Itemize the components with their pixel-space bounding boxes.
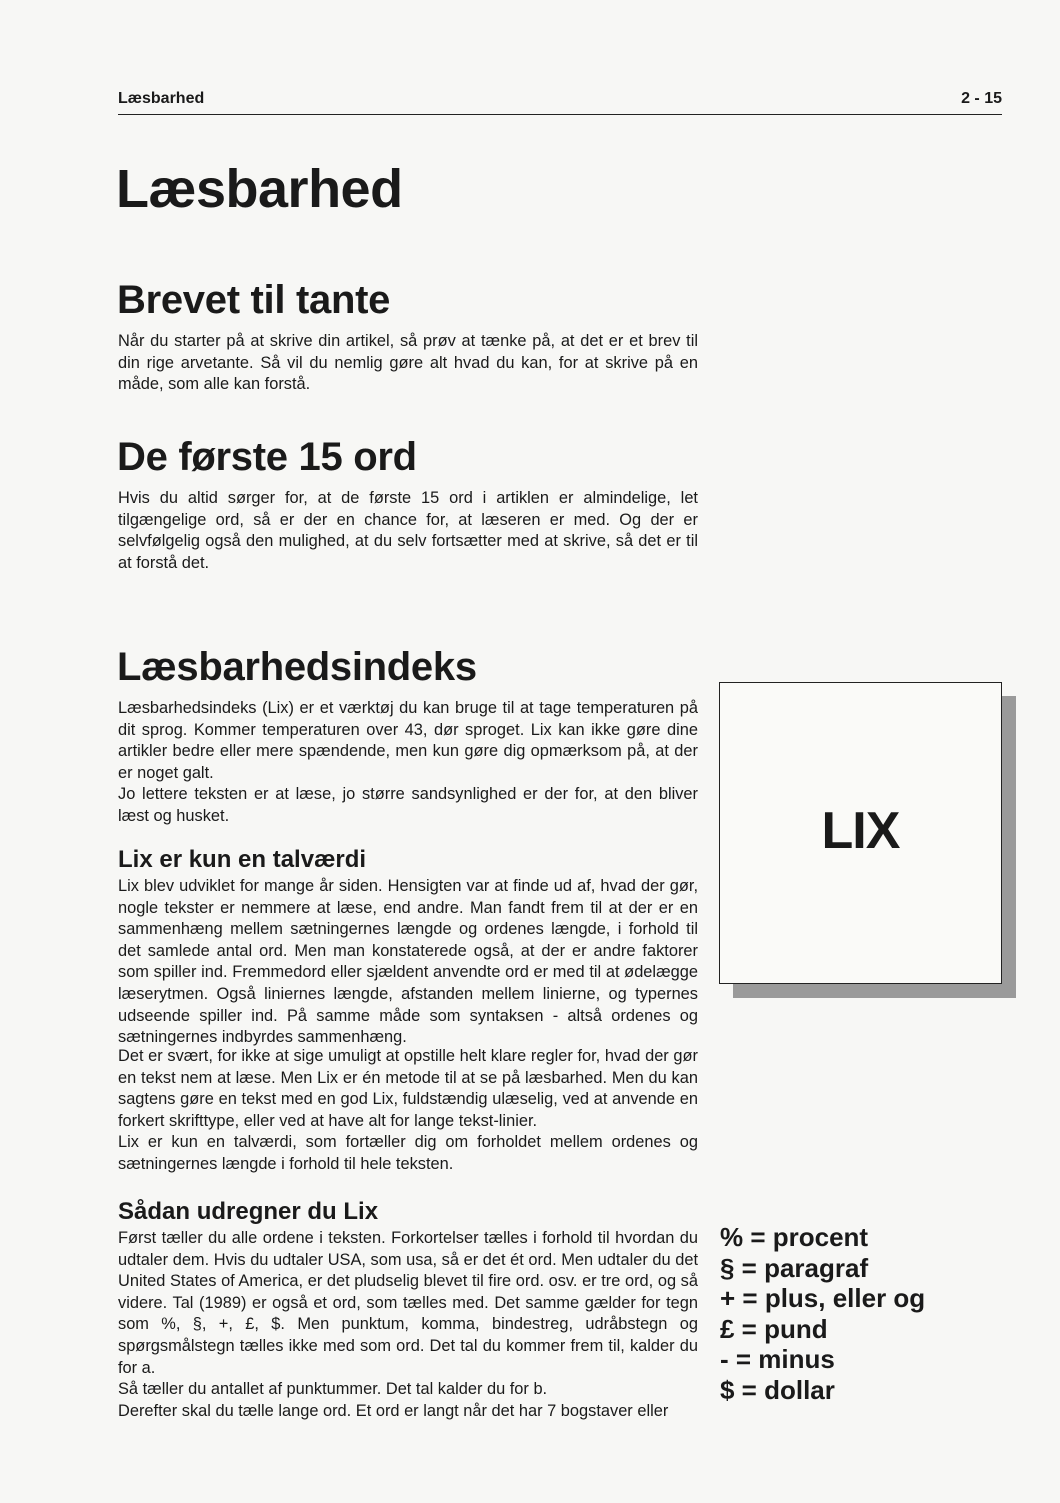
paragraph-talvaerdi-1: Lix blev udviklet for mange år siden. Hensigten var at finde ud af, hvad der gør, nogle tekster er nemmere at læse, end andre. Man fandt frem til at der er en sammenhæng mellem sætningernes længde og ordenes længde, i forhold til det samlede antal ord. Men man konstaterede også, at der er andre faktorer som spiller ind. Fremmedord eller sjældent anvendte ord er med til at ødelægge læserytmen. Også liniernes længde, afstanden mellem linierne, og typernes udseende spiller ind. På samme måde som syntaksen - altså ordenes og sætningernes indbyrdes sammenhæng. [118,877,698,1047]
symbol-legend-item: § = paragraf [720,1252,869,1283]
paragraph-talvaerdi-3: Lix er kun en talværdi, som fortæller dig om forholdet mellem ordenes og sætningernes længde i forhold til hele teksten. [118,1133,698,1173]
heading-de-foerste-15-ord: De første 15 ord [117,435,417,479]
symbol-legend [720,1222,925,1405]
lix-box [719,682,1002,984]
page-title: Læsbarhed [116,159,403,219]
page-number: 2 - 15 [961,90,1002,107]
paragraph-laesbarhedsindeks-2: Jo lettere teksten er at læse, jo større sandsynlighed er der for, at den bliver læst og husket. [118,785,698,825]
heading-laesbarhedsindeks: Læsbarhedsindeks [117,645,477,689]
symbol-legend-item: $ = dollar [720,1374,835,1405]
symbol-legend-item: - = minus [720,1344,835,1374]
heading-saadan-udregner-du-lix: Sådan udregner du Lix [118,1198,379,1225]
paragraph-udregner-1: Først tæller du alle ordene i teksten. Forkortelser tælles i forhold til hvordan du udtaler dem. Hvis du udtaler USA, som usa, så er det ét ord. Men udtaler du det United States of America, er det pludselig blevet til fire ord. osv. er tre ord, og så videre. Tal (1989) er også et ord, som tælles med. Det samme gælder for tegn som %, §, +, £, $. Men punktum, komma, bindestreg, udråbstegn og spørgsmålstegn tælles ikke med som ord. Det tal du kommer frem til, kalder du for a. [118,1229,698,1377]
heading-brevet-til-tante: Brevet til tante [117,278,391,322]
running-header [118,90,1002,115]
paragraph-de-foerste-15-ord: Hvis du altid sørger for, at de første 15 ord i artiklen er almindelige, let tilgængelige ord, så er der en chance for, at læseren er med. Og der er selvfølgelig også den mulighed, at du selv fortsætter med at skrive, så det er til at forstå det. [118,489,698,572]
symbol-legend-item: % = procent [720,1222,869,1252]
running-header-section: Læsbarhed [118,90,205,107]
paragraph-laesbarhedsindeks-1: Læsbarhedsindeks (Lix) er et værktøj du kan bruge til at tage temperaturen på dit sprog. Kommer temperaturen over 43, dør sproget. Lix kan ikke gøre dine artikler bedre eller mere spændende, men kun gøre dig opmærksom på, at der er noget galt. [118,699,698,782]
heading-lix-er-kun-en-talvaerdi: Lix er kun en talværdi [118,846,367,873]
paragraph-udregner-2: Så tæller du antallet af punktummer. Det tal kalder du for b. [118,1380,548,1398]
paragraph-udregner-3: Derefter skal du tælle lange ord. Et ord er langt når det har 7 bogstaver eller [118,1402,669,1420]
paragraph-brevet-til-tante: Når du starter på at skrive din artikel, så prøv at tænke på, at det er et brev til din rige arvetante. Så vil du nemlig gøre alt hvad du kan, for at skrive på en måde, som alle kan forstå. [118,332,698,394]
lix-box-label: LIX [821,802,900,860]
symbol-legend-item: £ = pund [720,1313,828,1344]
paragraph-talvaerdi-2: Det er svært, for ikke at sige umuligt at opstille helt klare regler for, hvad der gør en tekst nem at læse. Men Lix er én metode til at se på læsbarhed. Men du kan sagtens gøre en tekst med en god Lix, fuldstændig ulæselig, ved at anvende en forkert skrifttype, eller ved at have alt for lange tekst-linier. [118,1047,698,1130]
symbol-legend-item: + = plus, eller og [720,1283,926,1313]
